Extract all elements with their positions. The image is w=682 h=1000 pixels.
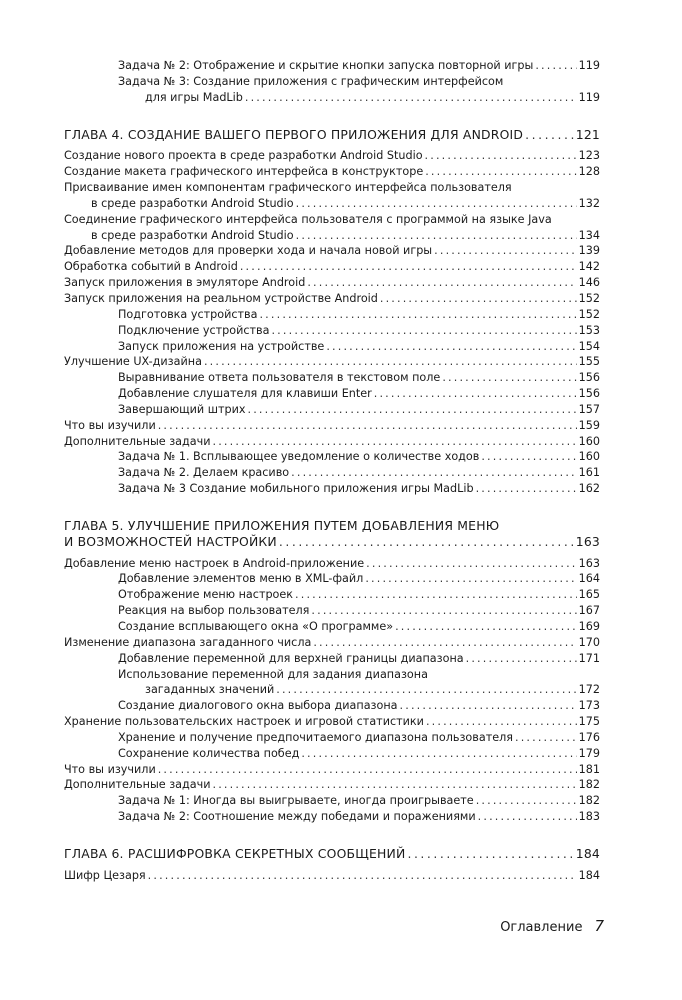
- toc-entry[interactable]: [64, 481, 600, 497]
- dot-leader: [515, 730, 577, 746]
- toc-entry[interactable]: [64, 354, 600, 370]
- entry-title: Задача № 3: Создание приложения с графическим интерфейсом: [118, 74, 504, 88]
- dot-leader: [365, 571, 576, 587]
- dot-leader: [481, 449, 576, 465]
- dot-leader: [245, 90, 577, 106]
- dot-leader: [296, 228, 577, 244]
- dot-leader: [259, 307, 576, 323]
- entry-title: Добавление методов для проверки хода и начала новой игры: [64, 244, 433, 258]
- page-number: 156: [578, 387, 600, 401]
- toc-entry[interactable]: [64, 698, 600, 714]
- page-number: 142: [578, 260, 600, 274]
- dot-leader: [271, 323, 576, 339]
- dot-leader: [296, 196, 577, 212]
- toc-entry-line[interactable]: [64, 212, 600, 228]
- entry-title: Использование переменной для задания диапазона: [118, 667, 428, 681]
- entry-title: Сохранение количества побед: [118, 746, 300, 760]
- page-number: 161: [578, 466, 600, 480]
- entry-title: Изменение диапазона загаданного числа: [64, 635, 312, 649]
- entry-title: Что вы изучили: [64, 762, 156, 776]
- page-number: 146: [578, 276, 600, 290]
- entry-title: Соединение графического интерфейса пользователя с программой на языке Java: [64, 212, 552, 226]
- dot-leader: [158, 762, 577, 778]
- dot-leader: [248, 402, 577, 418]
- entry-title: Завершающий штрих: [118, 402, 246, 416]
- entry-title: Хранение пользовательских настроек и игровой статистики: [64, 715, 424, 729]
- toc-entry[interactable]: [64, 259, 600, 275]
- page-number: 139: [578, 244, 600, 258]
- dot-leader: [366, 556, 577, 572]
- toc-entry[interactable]: [64, 370, 600, 386]
- page-number: 184: [578, 868, 600, 882]
- page-footer: [492, 917, 604, 935]
- entry-title: Добавление слушателя для клавиши Enter: [118, 387, 372, 401]
- page-number: 132: [578, 196, 600, 210]
- entry-title: Дополнительные задачи: [64, 434, 211, 448]
- dot-leader: [311, 603, 576, 619]
- toc-chapter-5-line1[interactable]: [64, 518, 600, 534]
- dot-leader: [313, 635, 576, 651]
- dot-leader: [476, 793, 577, 809]
- entry-title: Выравнивание ответа пользователя в текстовом поле: [118, 371, 441, 385]
- dot-leader: [400, 698, 577, 714]
- toc-entry[interactable]: [64, 730, 600, 746]
- dot-leader: [307, 275, 576, 291]
- dot-leader: [535, 58, 576, 74]
- toc-entry[interactable]: [64, 58, 600, 74]
- dot-leader: [476, 481, 577, 497]
- chapter-title: ГЛАВА 4. СОЗДАНИЕ ВАШЕГО ПЕРВОГО ПРИЛОЖЕНИЯ ДЛЯ ANDROID: [64, 126, 524, 142]
- toc-entry[interactable]: [64, 449, 600, 465]
- dot-leader: [442, 370, 576, 386]
- dot-leader: [295, 587, 577, 603]
- entry-title: Подключение устройства: [118, 323, 270, 337]
- toc-chapter-5[interactable]: [64, 534, 600, 550]
- toc-entry[interactable]: [64, 402, 600, 418]
- table-of-contents: [64, 58, 600, 884]
- toc-entry[interactable]: [64, 418, 600, 434]
- toc-entry[interactable]: [64, 651, 600, 667]
- dot-leader: [158, 418, 577, 434]
- dot-leader: [204, 354, 577, 370]
- dot-leader: [525, 127, 574, 143]
- entry-title: Добавление меню настроек в Android-приложение: [64, 556, 365, 570]
- dot-leader: [374, 386, 577, 402]
- page-number: 121: [575, 126, 600, 142]
- folio-page-number: 7: [594, 917, 604, 935]
- toc-entry[interactable]: [64, 714, 600, 730]
- page-number: 183: [578, 810, 600, 824]
- toc-entry[interactable]: [64, 228, 600, 244]
- toc-entry[interactable]: [64, 556, 600, 572]
- dot-leader: [301, 746, 576, 762]
- entry-title: Дополнительные задачи: [64, 778, 211, 792]
- toc-chapter-6[interactable]: [64, 846, 600, 862]
- entry-title: в среде разработки Android Studio: [91, 228, 294, 242]
- page-number: 154: [578, 339, 600, 353]
- entry-title: Запуск приложения в эмуляторе Android: [64, 276, 306, 290]
- page-number: 163: [575, 533, 600, 549]
- dot-leader: [478, 809, 577, 825]
- page-number: 128: [578, 165, 600, 179]
- page-number: 182: [578, 794, 600, 808]
- toc-entry[interactable]: [64, 603, 600, 619]
- entry-title: загаданных значений: [145, 683, 275, 697]
- entry-title: Задача № 2. Делаем красиво: [118, 466, 290, 480]
- toc-entry-line[interactable]: [64, 180, 600, 196]
- toc-entry[interactable]: [64, 465, 600, 481]
- toc-entry[interactable]: [64, 323, 600, 339]
- page-number: 152: [578, 291, 600, 305]
- entry-title: Добавление переменной для верхней границы диапазона: [118, 651, 464, 665]
- toc-entry[interactable]: [64, 619, 600, 635]
- toc-entry-line[interactable]: [64, 667, 600, 683]
- page-number: 171: [578, 651, 600, 665]
- toc-block-chapter3-tail: [64, 58, 600, 106]
- toc-entry[interactable]: [64, 762, 600, 778]
- dot-leader: [425, 148, 577, 164]
- running-footer-label: Оглавление: [500, 920, 583, 935]
- page-number: 155: [578, 355, 600, 369]
- toc-entry[interactable]: [64, 275, 600, 291]
- page-number: 165: [578, 588, 600, 602]
- page-number: 163: [578, 556, 600, 570]
- toc-entry[interactable]: [64, 148, 600, 164]
- entry-title: для игры MadLib: [145, 90, 243, 104]
- page-number: 119: [578, 59, 600, 72]
- page-number: 160: [578, 450, 600, 464]
- entry-title: Добавление элементов меню в XML-файл: [118, 572, 364, 586]
- entry-title: Реакция на выбор пользователя: [118, 604, 310, 618]
- entry-title: Запуск приложения на реальном устройстве Android: [64, 291, 378, 305]
- entry-title: Создание нового проекта в среде разработки Android Studio: [64, 149, 423, 163]
- page-number: 176: [578, 730, 600, 744]
- page-number: 172: [578, 683, 600, 697]
- toc-entry[interactable]: [64, 635, 600, 651]
- page-number: 123: [578, 149, 600, 163]
- entry-title: Задача № 1. Всплывающее уведомление о количестве ходов: [118, 450, 480, 464]
- page-number: 169: [578, 620, 600, 633]
- page-number: 182: [578, 778, 600, 792]
- page-number: 179: [578, 746, 600, 760]
- toc-entry[interactable]: [64, 868, 600, 884]
- dot-leader: [395, 619, 577, 635]
- dot-leader: [276, 682, 576, 698]
- toc-entry[interactable]: [64, 291, 600, 307]
- entry-title: Запуск приложения на устройстве: [118, 339, 325, 353]
- page-number: 160: [578, 434, 600, 448]
- toc-entry[interactable]: [64, 434, 600, 450]
- page-number: 134: [578, 228, 600, 242]
- toc-entry[interactable]: [64, 793, 600, 809]
- toc-entry[interactable]: [64, 339, 600, 355]
- page-number: 157: [578, 402, 600, 416]
- page-number: 119: [578, 90, 600, 104]
- dot-leader: [407, 846, 573, 862]
- page-number: 152: [578, 307, 600, 321]
- dot-leader: [326, 339, 576, 355]
- toc-entry[interactable]: [64, 587, 600, 603]
- entry-title: Задача № 1: Иногда вы выигрываете, иногда проигрываете: [118, 794, 474, 808]
- toc-entry[interactable]: [64, 682, 600, 698]
- entry-title: Присваивание имен компонентам графического интерфейса пользователя: [64, 181, 512, 195]
- dot-leader: [426, 714, 577, 730]
- dot-leader: [425, 164, 576, 180]
- entry-title: Хранение и получение предпочитаемого диапазона пользователя: [118, 730, 513, 744]
- page-number: 164: [578, 572, 600, 586]
- page-number: 167: [578, 604, 600, 618]
- page-number: 184: [575, 845, 600, 861]
- entry-title: Шифр Цезаря: [64, 868, 146, 882]
- dot-leader: [434, 243, 576, 259]
- dot-leader: [240, 259, 577, 275]
- entry-title: Задача № 3 Создание мобильного приложения игры MadLib: [118, 482, 474, 496]
- entry-title: Отображение меню настроек: [118, 588, 294, 602]
- chapter-title: ГЛАВА 5. УЛУЧШЕНИЕ ПРИЛОЖЕНИЯ ПУТЕМ ДОБАВЛЕНИЯ МЕНЮ: [64, 517, 500, 533]
- entry-title: Создание макета графического интерфейса в конструкторе: [64, 165, 424, 179]
- toc-entry[interactable]: [64, 746, 600, 762]
- page-number: 175: [578, 715, 600, 729]
- entry-title: Задача № 2: Отображение и скрытие кнопки запуска повторной игры: [118, 59, 534, 72]
- toc-entry[interactable]: [64, 196, 600, 212]
- dot-leader: [213, 434, 577, 450]
- page-number: 153: [578, 323, 600, 337]
- entry-title: в среде разработки Android Studio: [91, 196, 294, 210]
- page-number: 156: [578, 371, 600, 385]
- toc-entry[interactable]: [64, 777, 600, 793]
- page-number: 170: [578, 635, 600, 649]
- toc-block-chapter5: [64, 556, 600, 825]
- dot-leader: [148, 868, 577, 884]
- toc-entry[interactable]: [64, 809, 600, 825]
- entry-title: Что вы изучили: [64, 418, 156, 432]
- entry-title: Обработка событий в Android: [64, 260, 238, 274]
- chapter-title-continued: И ВОЗМОЖНОСТЕЙ НАСТРОЙКИ: [64, 533, 277, 549]
- toc-entry[interactable]: [64, 90, 600, 106]
- dot-leader: [279, 534, 574, 550]
- dot-leader: [291, 465, 576, 481]
- toc-entry[interactable]: [64, 571, 600, 587]
- toc-entry[interactable]: [64, 386, 600, 402]
- page-number: 181: [578, 762, 600, 776]
- page-number: 173: [578, 699, 600, 713]
- toc-entry[interactable]: [64, 243, 600, 259]
- toc-entry[interactable]: [64, 307, 600, 323]
- toc-chapter-4[interactable]: [64, 127, 600, 143]
- page-number: 159: [578, 418, 600, 432]
- entry-title: Подготовка устройства: [118, 307, 258, 321]
- entry-title: Создание диалогового окна выбора диапазона: [118, 699, 398, 713]
- dot-leader: [213, 777, 577, 793]
- toc-entry[interactable]: [64, 164, 600, 180]
- dot-leader: [380, 291, 577, 307]
- page-number: 162: [578, 482, 600, 496]
- dot-leader: [466, 651, 577, 667]
- toc-block-chapter6: [64, 868, 600, 884]
- toc-block-chapter4: [64, 148, 600, 497]
- toc-entry-line[interactable]: [64, 74, 600, 90]
- chapter-title: ГЛАВА 6. РАСШИФРОВКА СЕКРЕТНЫХ СООБЩЕНИЙ: [64, 845, 406, 861]
- entry-title: Задача № 2: Соотношение между победами и поражениями: [118, 810, 476, 824]
- entry-title: Создание всплывающего окна «О программе»: [118, 620, 394, 633]
- entry-title: Улучшение UX-дизайна: [64, 355, 202, 369]
